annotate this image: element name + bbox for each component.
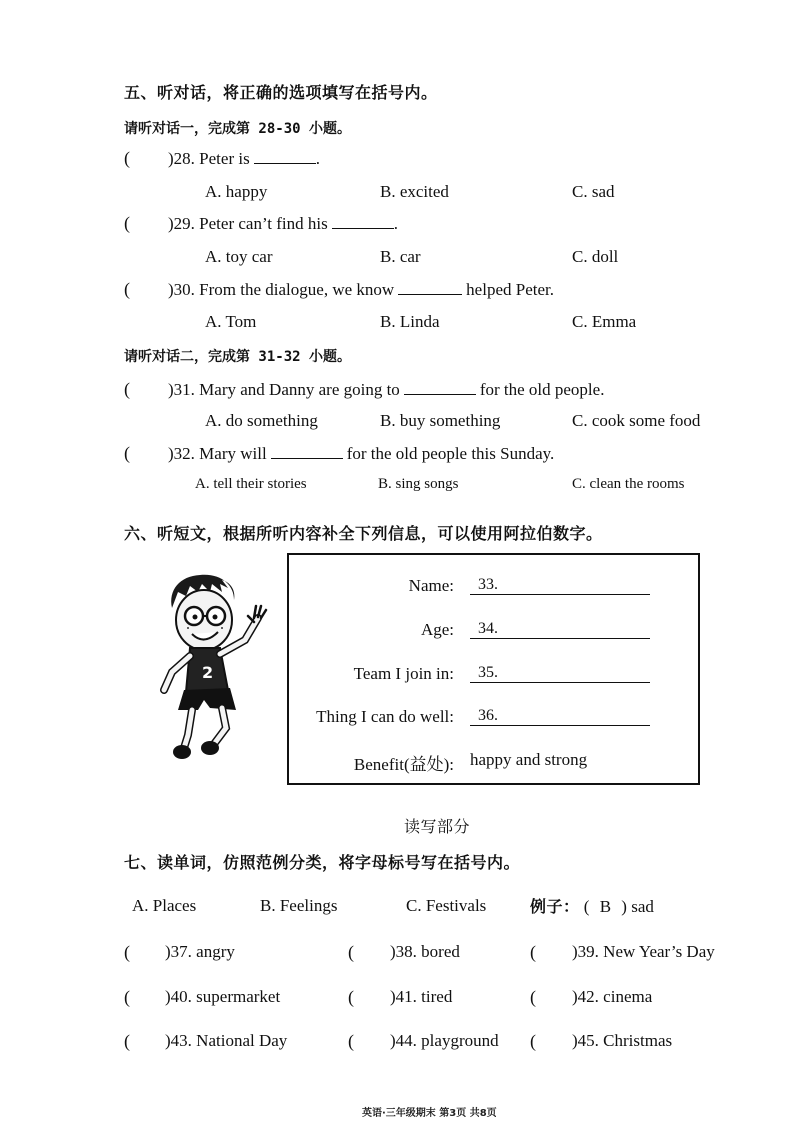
page-footer: 英语·三年级期末 第3页 共8页 [362, 1108, 497, 1119]
question-stem-end: helped Peter. [466, 280, 554, 299]
paren-open[interactable]: ( [124, 942, 130, 962]
paren-open[interactable]: ( [530, 987, 536, 1007]
question-stem-end: . [393, 214, 398, 233]
fill-blank[interactable] [254, 149, 316, 164]
info-label-skill: Thing I can do well: [316, 707, 454, 726]
dialogue-2-instruction: 请听对话二，完成第 31-32 小题。 [124, 349, 352, 365]
word-item-43: )43. National Day [165, 1031, 288, 1050]
question-stem: 31. Mary and Danny are going to [173, 380, 400, 399]
word-item-38: )38. bored [390, 942, 460, 961]
info-label-name: Name: [408, 576, 454, 595]
option-c: C. clean the rooms [572, 476, 685, 492]
question-stem: 29. Peter can’t find his [173, 214, 328, 233]
word-item-44: )44. playground [390, 1031, 499, 1050]
fill-blank[interactable] [398, 280, 462, 295]
word-item-42: )42. cinema [572, 987, 653, 1006]
info-blank-33[interactable]: 33. [470, 576, 650, 595]
answer-paren-open: ( [124, 379, 130, 399]
question-stem: 30. From the dialogue, we know [173, 280, 395, 299]
example-label: 例子： [530, 897, 580, 916]
paren-open[interactable]: ( [348, 1031, 354, 1051]
fill-blank[interactable] [404, 380, 476, 395]
category-feelings: B. Feelings [260, 896, 338, 915]
fill-blank[interactable] [332, 214, 394, 229]
category-festivals: C. Festivals [406, 896, 487, 915]
basketball-boy-illustration [150, 570, 280, 765]
answer-paren-close: ) [168, 444, 174, 463]
section-6-title: 六、听短文，根据所听内容补全下列信息，可以使用阿拉伯数字。 [124, 524, 603, 543]
paren-open[interactable]: ( [124, 1031, 130, 1051]
fill-blank[interactable] [271, 444, 343, 459]
info-label-age: Age: [420, 620, 454, 639]
section-7-title: 七、读单词，仿照范例分类，将字母标号写在括号内。 [124, 853, 521, 872]
option-b: B. buy something [380, 411, 501, 430]
option-b: B. excited [380, 182, 449, 201]
paren-open[interactable]: ( [124, 987, 130, 1007]
example-paren-close: ) [621, 897, 627, 916]
option-a: A. tell their stories [195, 476, 307, 492]
question-stem-end: for the old people this Sunday. [346, 444, 555, 463]
question-stem: 28. Peter is [173, 149, 250, 168]
paren-open[interactable]: ( [530, 1031, 536, 1051]
option-c: C. cook some food [572, 411, 701, 430]
answer-paren-open: ( [124, 279, 130, 299]
dialogue-1-instruction: 请听对话一，完成第 28-30 小题。 [124, 121, 352, 137]
answer-paren-close: ) [168, 149, 174, 168]
option-b: B. sing songs [378, 476, 459, 492]
option-c: C. doll [572, 247, 619, 266]
section-5-title: 五、听对话，将正确的选项填写在括号内。 [124, 83, 438, 102]
answer-paren-open: ( [124, 213, 130, 233]
category-places: A. Places [132, 896, 197, 915]
example-answer: B [599, 897, 612, 916]
answer-paren-open: ( [124, 148, 130, 168]
question-28 [124, 148, 320, 169]
example-paren-open: ( [583, 897, 590, 916]
word-item-45: )45. Christmas [572, 1031, 673, 1050]
question-31 [124, 379, 604, 400]
question-29 [124, 213, 398, 234]
info-label-benefit: Benefit(益处): [353, 755, 454, 774]
word-item-39: )39. New Year’s Day [572, 942, 715, 961]
word-item-41: )41. tired [390, 987, 453, 1006]
reading-writing-header: 读写部分 [404, 817, 471, 836]
question-30 [124, 279, 554, 300]
option-b: B. car [380, 247, 421, 266]
info-blank-35[interactable]: 35. [470, 664, 650, 683]
paren-open[interactable]: ( [348, 942, 354, 962]
svg-text:2: 2 [202, 663, 214, 682]
paren-open[interactable]: ( [348, 987, 354, 1007]
answer-paren-close: ) [168, 214, 174, 233]
info-blank-34[interactable]: 34. [470, 620, 650, 639]
info-blank-36[interactable]: 36. [470, 707, 650, 726]
option-a: A. toy car [205, 247, 273, 266]
answer-paren-close: ) [168, 280, 174, 299]
example [530, 894, 654, 917]
question-stem: 32. Mary will [173, 444, 267, 463]
info-label-team: Team I join in: [353, 664, 454, 683]
answer-paren-open: ( [124, 443, 130, 463]
example-word: sad [631, 897, 654, 916]
question-32 [124, 443, 554, 464]
question-stem-end: for the old people. [479, 380, 605, 399]
option-b: B. Linda [380, 312, 440, 331]
question-stem-end: . [315, 149, 320, 168]
option-c: C. sad [572, 182, 615, 201]
info-value-benefit: happy and strong [470, 750, 588, 769]
option-a: A. happy [205, 182, 268, 201]
option-a: A. do something [205, 411, 318, 430]
paren-open[interactable]: ( [530, 942, 536, 962]
answer-paren-close: ) [168, 380, 174, 399]
option-a: A. Tom [205, 312, 257, 331]
word-item-40: )40. supermarket [165, 987, 281, 1006]
word-item-37: )37. angry [165, 942, 235, 961]
option-c: C. Emma [572, 312, 637, 331]
